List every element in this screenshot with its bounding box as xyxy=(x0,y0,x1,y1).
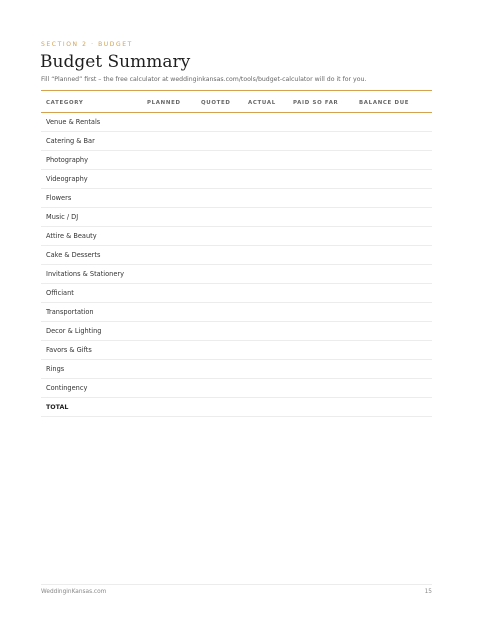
actual-cell xyxy=(243,341,288,360)
footer-divider xyxy=(41,584,432,585)
total-quoted-cell xyxy=(196,398,243,417)
table-row xyxy=(41,208,432,227)
quoted-cell xyxy=(196,113,243,132)
balance-due-cell xyxy=(354,284,432,303)
quoted-cell xyxy=(196,227,243,246)
balance-due-cell xyxy=(354,341,432,360)
category-label: Music / DJ xyxy=(41,208,142,227)
quoted-cell xyxy=(196,284,243,303)
category-label: Catering & Bar xyxy=(41,132,142,151)
category-label: Photography xyxy=(41,151,142,170)
total-row xyxy=(41,398,432,417)
paid-so-far-cell xyxy=(288,227,354,246)
quoted-cell xyxy=(196,379,243,398)
category-label: Attire & Beauty xyxy=(41,227,142,246)
actual-cell xyxy=(243,132,288,151)
category-label: Cake & Desserts xyxy=(41,246,142,265)
table-row xyxy=(41,322,432,341)
actual-cell xyxy=(243,265,288,284)
page-number: 15 xyxy=(424,589,432,595)
category-label: Transportation xyxy=(41,303,142,322)
planned-cell xyxy=(142,322,196,341)
table-row xyxy=(41,132,432,151)
actual-cell xyxy=(243,284,288,303)
paid-so-far-cell xyxy=(288,303,354,322)
quoted-cell xyxy=(196,151,243,170)
quoted-cell xyxy=(196,322,243,341)
planned-cell xyxy=(142,170,196,189)
quoted-cell xyxy=(196,265,243,284)
planned-cell xyxy=(142,360,196,379)
balance-due-cell xyxy=(354,303,432,322)
paid-so-far-cell xyxy=(288,189,354,208)
paid-so-far-cell xyxy=(288,132,354,151)
paid-so-far-cell xyxy=(288,284,354,303)
paid-so-far-cell xyxy=(288,113,354,132)
table-row xyxy=(41,189,432,208)
page-title: Budget Summary xyxy=(40,52,191,72)
table-row xyxy=(41,284,432,303)
table-row xyxy=(41,151,432,170)
category-label: Flowers xyxy=(41,189,142,208)
balance-due-cell xyxy=(354,208,432,227)
category-label: Venue & Rentals xyxy=(41,113,142,132)
table-header-row xyxy=(41,94,432,113)
planned-cell xyxy=(142,113,196,132)
paid-so-far-cell xyxy=(288,170,354,189)
planned-cell xyxy=(142,246,196,265)
table-row xyxy=(41,170,432,189)
footer-site: WeddinginKansas.com xyxy=(41,589,107,595)
quoted-cell xyxy=(196,132,243,151)
actual-cell xyxy=(243,170,288,189)
category-label: Contingency xyxy=(41,379,142,398)
balance-due-cell xyxy=(354,227,432,246)
table-row xyxy=(41,265,432,284)
paid-so-far-cell xyxy=(288,151,354,170)
table-row xyxy=(41,341,432,360)
balance-due-cell xyxy=(354,132,432,151)
planned-cell xyxy=(142,208,196,227)
planned-cell xyxy=(142,303,196,322)
balance-due-cell xyxy=(354,265,432,284)
quoted-cell xyxy=(196,303,243,322)
paid-so-far-cell xyxy=(288,322,354,341)
balance-due-cell xyxy=(354,151,432,170)
planned-cell xyxy=(142,227,196,246)
section-eyebrow: SECTION 2 · BUDGET xyxy=(41,41,133,48)
total-balance-due-cell xyxy=(354,398,432,417)
table-row xyxy=(41,360,432,379)
planned-cell xyxy=(142,284,196,303)
actual-cell xyxy=(243,227,288,246)
header-actual: ACTUAL xyxy=(243,94,288,113)
table-row xyxy=(41,303,432,322)
table-row xyxy=(41,113,432,132)
paid-so-far-cell xyxy=(288,360,354,379)
table-body xyxy=(41,113,432,417)
paid-so-far-cell xyxy=(288,265,354,284)
table-row xyxy=(41,227,432,246)
header-quoted: QUOTED xyxy=(196,94,243,113)
header-category: CATEGORY xyxy=(41,94,142,113)
header-paid-so-far: PAID SO FAR xyxy=(288,94,354,113)
actual-cell xyxy=(243,113,288,132)
actual-cell xyxy=(243,360,288,379)
quoted-cell xyxy=(196,208,243,227)
planned-cell xyxy=(142,151,196,170)
planned-cell xyxy=(142,265,196,284)
actual-cell xyxy=(243,246,288,265)
paid-so-far-cell xyxy=(288,208,354,227)
header-planned: PLANNED xyxy=(142,94,196,113)
table-row xyxy=(41,379,432,398)
actual-cell xyxy=(243,322,288,341)
planned-cell xyxy=(142,379,196,398)
planned-cell xyxy=(142,189,196,208)
quoted-cell xyxy=(196,189,243,208)
category-label: Videography xyxy=(41,170,142,189)
balance-due-cell xyxy=(354,189,432,208)
actual-cell xyxy=(243,151,288,170)
category-label: Officiant xyxy=(41,284,142,303)
total-paid-so-far-cell xyxy=(288,398,354,417)
quoted-cell xyxy=(196,170,243,189)
balance-due-cell xyxy=(354,170,432,189)
actual-cell xyxy=(243,379,288,398)
table-row xyxy=(41,246,432,265)
balance-due-cell xyxy=(354,360,432,379)
paid-so-far-cell xyxy=(288,246,354,265)
total-actual-cell xyxy=(243,398,288,417)
balance-due-cell xyxy=(354,246,432,265)
actual-cell xyxy=(243,189,288,208)
paid-so-far-cell xyxy=(288,379,354,398)
planned-cell xyxy=(142,132,196,151)
paid-so-far-cell xyxy=(288,341,354,360)
balance-due-cell xyxy=(354,379,432,398)
header-balance-due: BALANCE DUE xyxy=(354,94,432,113)
planned-cell xyxy=(142,341,196,360)
budget-table xyxy=(41,94,432,417)
category-label: Favors & Gifts xyxy=(41,341,142,360)
balance-due-cell xyxy=(354,322,432,341)
quoted-cell xyxy=(196,246,243,265)
balance-due-cell xyxy=(354,113,432,132)
accent-divider xyxy=(41,90,432,91)
total-label: TOTAL xyxy=(41,398,142,417)
quoted-cell xyxy=(196,360,243,379)
actual-cell xyxy=(243,303,288,322)
category-label: Decor & Lighting xyxy=(41,322,142,341)
page-subtitle: Fill “Planned” first – the free calculator at weddinginkansas.com/tools/budget-calculator will do it for you. xyxy=(41,76,367,83)
actual-cell xyxy=(243,208,288,227)
category-label: Invitations & Stationery xyxy=(41,265,142,284)
quoted-cell xyxy=(196,341,243,360)
category-label: Rings xyxy=(41,360,142,379)
total-planned-cell xyxy=(142,398,196,417)
